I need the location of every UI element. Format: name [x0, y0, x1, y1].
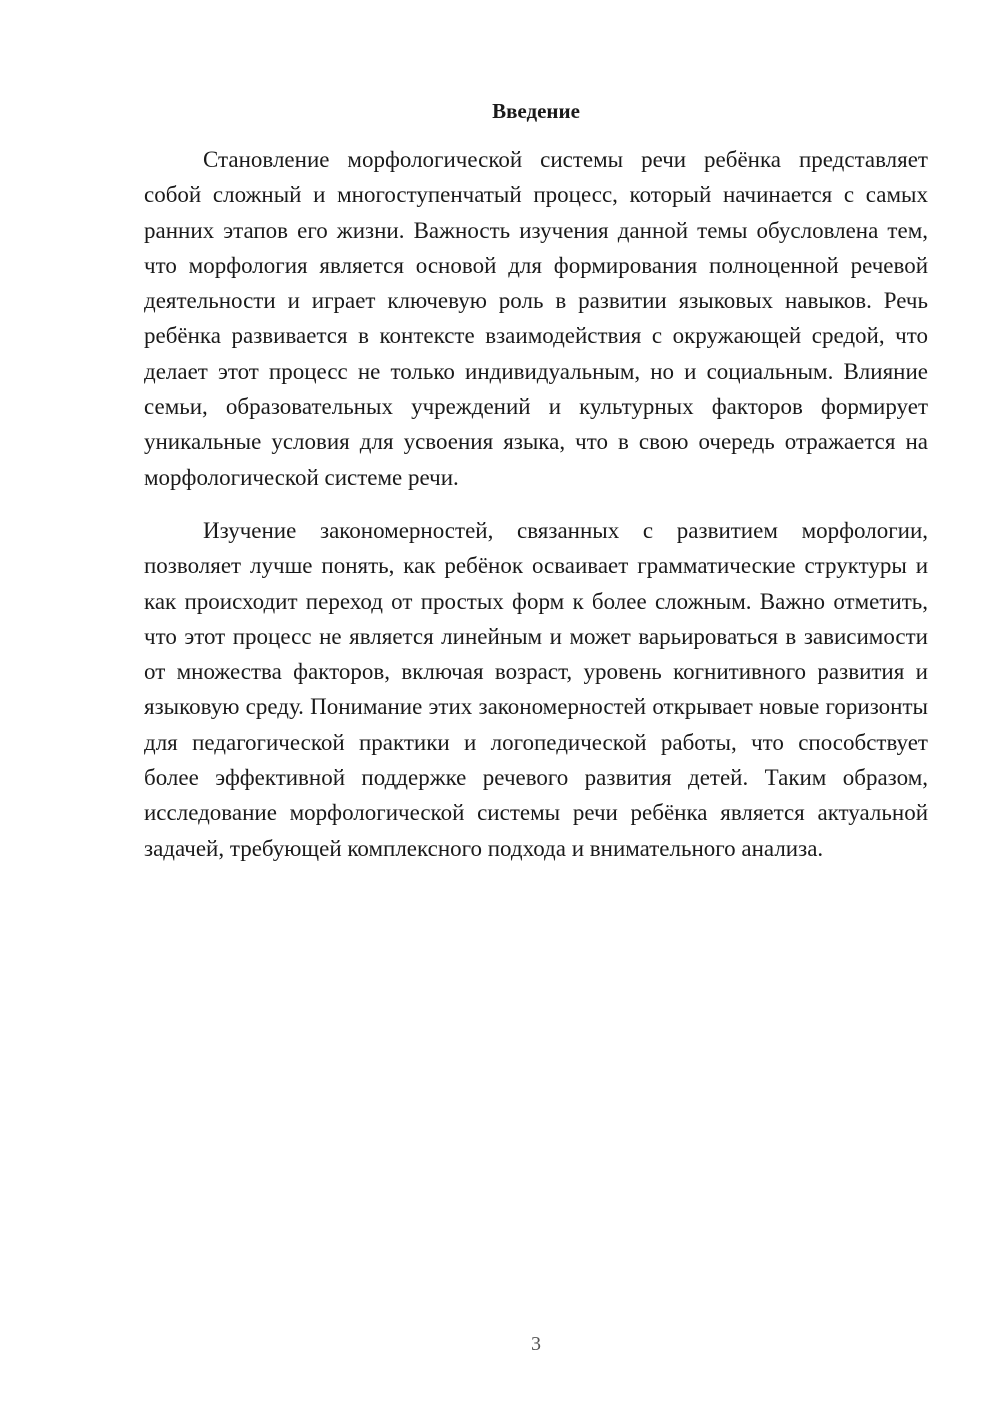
- page-number: 3: [531, 1333, 541, 1355]
- section-heading: Введение: [492, 99, 580, 123]
- paragraph-1: Становление морфологической системы речи ребёнка представляет собой сложный и многоступенчатый процесс, который начинается с самых ранних этапов его жизни. Важность изучения данной темы обусловлена тем, что морфология является основой для формирования полноценной речевой деятельности и играет ключевую роль в развитии языковых навыков. Речь ребёнка развивается в контексте взаимодействия с окружающей средой, что делает этот процесс не только индивидуальным, но и социальным. Влияние семьи, образовательных учреждений и культурных факторов формирует уникальные условия для усвоения языка, что в свою очередь отражается на морфологической системе речи.: [144, 147, 928, 490]
- paragraph-2: Изучение закономерностей, связанных с развитием морфологии, позволяет лучше понять, как ребёнок осваивает грамматические структуры и как происходит переход от простых форм к более сложным. Важно отметить, что этот процесс не является линейным и может варьироваться в зависимости от множества факторов, включая возраст, уровень когнитивного развития и языковую среду. Понимание этих закономерностей открывает новые горизонты для педагогической практики и логопедической работы, что способствует более эффективной поддержке речевого развития детей. Таким образом, исследование морфологической системы речи ребёнка является актуальной задачей, требующей комплексного подхода и внимательного анализа.: [144, 517, 928, 861]
- body-text: [144, 142, 928, 866]
